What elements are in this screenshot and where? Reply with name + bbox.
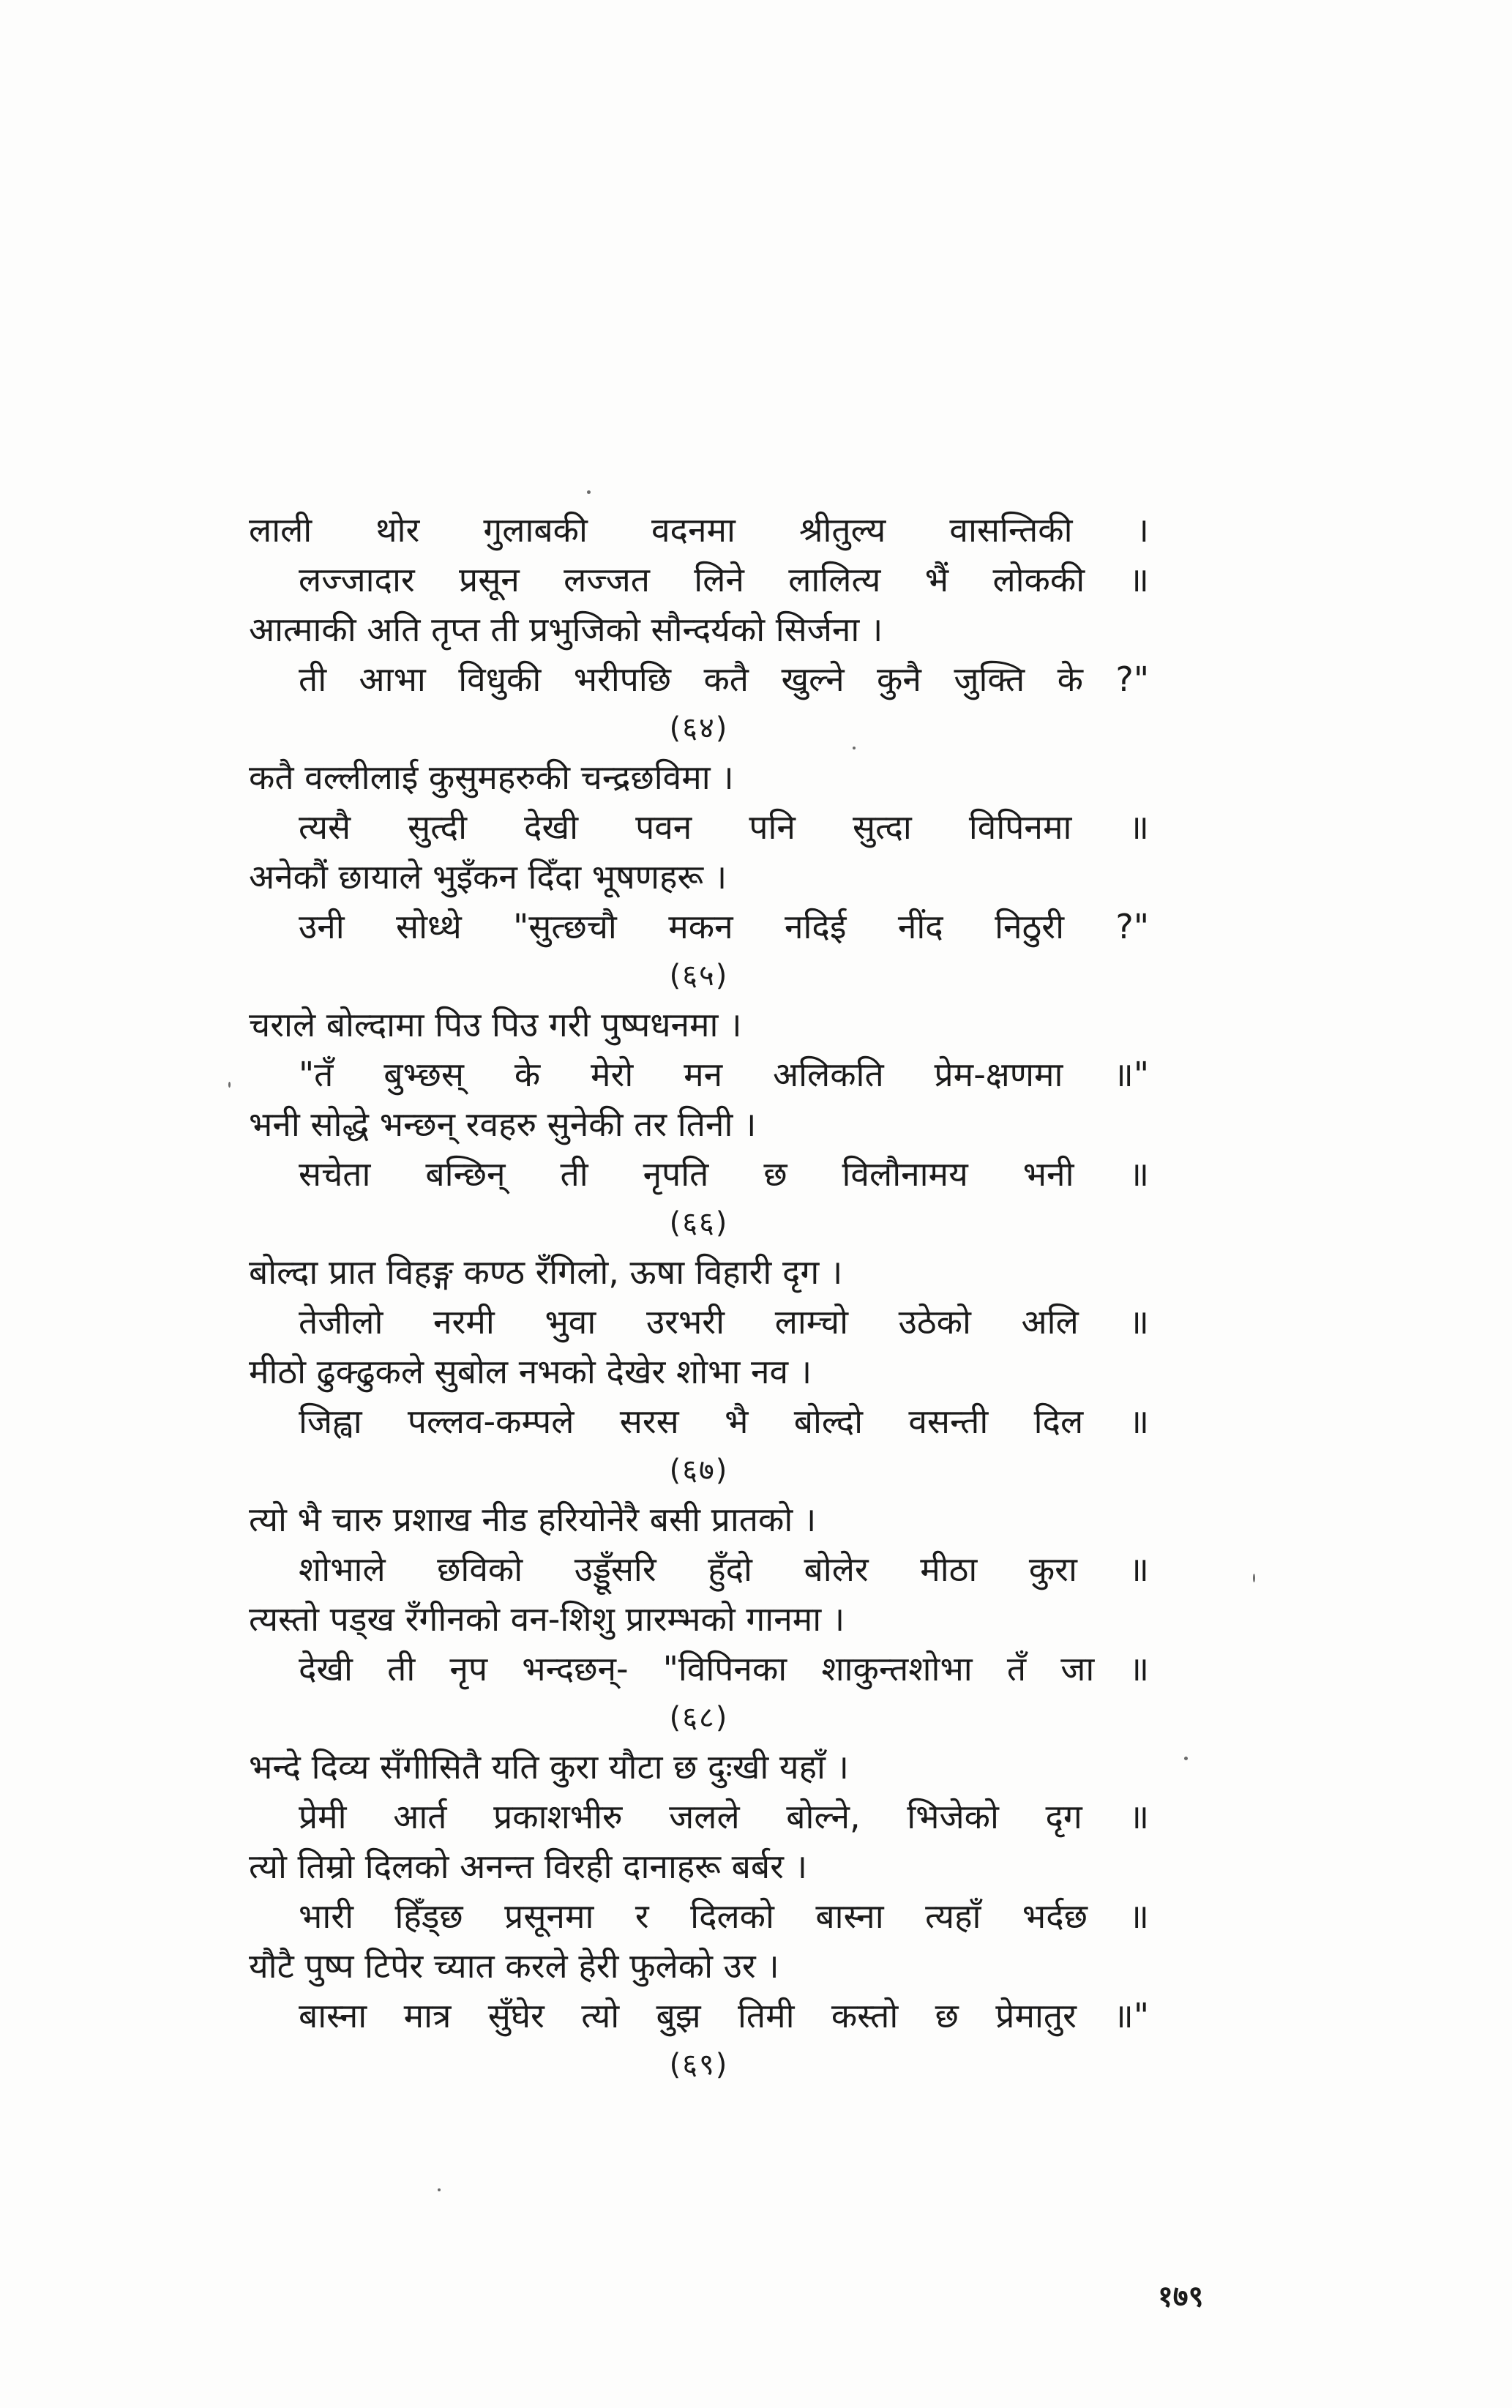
verse-number: (६९) xyxy=(669,2048,729,2082)
scan-speck xyxy=(438,2188,441,2191)
verse-line: "तँ बुभ्छस् के मेरो मन अलिकति प्रेम-क्षणमा ॥" xyxy=(299,1055,1149,1094)
verse-line: देखी ती नृप भन्दछन्- "विपिनका शाकुन्तशोभा तँ जा ॥ xyxy=(299,1649,1149,1689)
scan-speck xyxy=(853,747,856,749)
verse-number: (६५) xyxy=(669,959,729,992)
scan-speck xyxy=(1184,1757,1188,1760)
verse-line: भन्दे दिव्य सँगीसितै यति कुरा यौटा छ दुःखी यहाँ । xyxy=(249,1747,849,1787)
verse-line: अनेकौं छायाले भुइँकन दिँदा भूषणहरू । xyxy=(249,857,727,897)
scan-speck xyxy=(1253,1574,1255,1582)
verse-line: त्यो भै चारु प्रशाख नीड हरियोनेरै बसी प्रातको । xyxy=(249,1500,817,1539)
verse-line: सचेता बन्छिन् ती नृपति छ विलौनामय भनी ॥ xyxy=(299,1154,1149,1194)
verse-number: (६६) xyxy=(669,1206,729,1240)
verse-line: बोल्दा प्रात विहङ्ग कण्ठ रँगिलो, ऊषा विहारी दृग । xyxy=(249,1252,843,1292)
verse-line: शोभाले छविको उड्डूँसरि हुँदो बोलेर मीठा कुरा ॥ xyxy=(299,1549,1149,1589)
verse-line: प्रेमी आर्त प्रकाशभीरु जलले बोल्ने, भिजेको दृग ॥ xyxy=(299,1797,1149,1836)
verse-line: यौटै पुष्प टिपेर च्यात करले हेरी फुलेको उर । xyxy=(249,1946,779,1986)
verse-line: मीठो ढुक्ढुकले सुबोल नभको देखेर शोभा नव । xyxy=(249,1352,812,1391)
verse-line: त्यो तिम्रो दिलको अनन्त विरही दानाहरू बर्बर । xyxy=(249,1847,808,1886)
verse-line: त्यसै सुत्दी देखी पवन पनि सुत्दा विपिनमा ॥ xyxy=(299,807,1149,847)
verse-68 xyxy=(249,1495,1149,1694)
poem-body xyxy=(249,505,1149,2089)
verse-line: भारी हिँड्छ प्रसूनमा र दिलको बास्ना त्यहाँ भर्दछ ॥ xyxy=(299,1896,1149,1936)
scan-speck xyxy=(228,1082,231,1088)
verse-number: (६७) xyxy=(669,1454,729,1487)
verse-69 xyxy=(249,1742,1149,2041)
scan-speck xyxy=(587,490,591,494)
verse-line: ती आभा विधुकी भरीपछि कतै खुल्ने कुनै जुक्ति के ?" xyxy=(299,659,1149,699)
verse-67 xyxy=(249,1247,1149,1446)
verse-number: (६८) xyxy=(669,1701,729,1735)
verse-line: जिह्वा पल्लव-कम्पले सरस भै बोल्दो वसन्ती दिल ॥ xyxy=(299,1402,1149,1441)
verse-line: कतै वल्लीलाई कुसुमहरुकी चन्द्रछविमा । xyxy=(249,758,734,797)
verse-line: आत्माकी अति तृप्त ती प्रभुजिको सौन्दर्यको सिर्जना । xyxy=(249,610,883,649)
verse-line: त्यस्तो पड्ख रँगीनको वन-शिशु प्रारम्भको गानमा । xyxy=(249,1599,845,1639)
verse-line: चराले बोल्दामा पिउ पिउ गरी पुष्पधनमा । xyxy=(249,1005,742,1044)
verse-line: लज्जादार प्रसून लज्जत लिने लालित्य भैं लोककी ॥ xyxy=(299,560,1149,599)
verse-line: बास्ना मात्र सुँघेर त्यो बुझ तिमी कस्तो छ प्रेमातुर ॥" xyxy=(299,1996,1149,2035)
verse-line: उनी सोध्थे "सुत्छचौ मकन नदिई नींद निठुरी ?" xyxy=(299,907,1149,946)
verse-line: भनी सोद्धे भन्छन् रवहरु सुनेकी तर तिनी । xyxy=(249,1104,757,1144)
verse-64 xyxy=(249,505,1149,704)
verse-line: लाली थोर गुलाबकी वदनमा श्रीतुल्य वासन्तिकी । xyxy=(249,510,1149,550)
page-number: १७९ xyxy=(1158,2280,1204,2314)
verse-66 xyxy=(249,1000,1149,1199)
verse-number: (६४) xyxy=(669,711,729,745)
verse-65 xyxy=(249,752,1149,951)
verse-line: तेजीलो नरमी भुवा उरभरी लाम्चो उठेको अलि ॥ xyxy=(299,1302,1149,1342)
